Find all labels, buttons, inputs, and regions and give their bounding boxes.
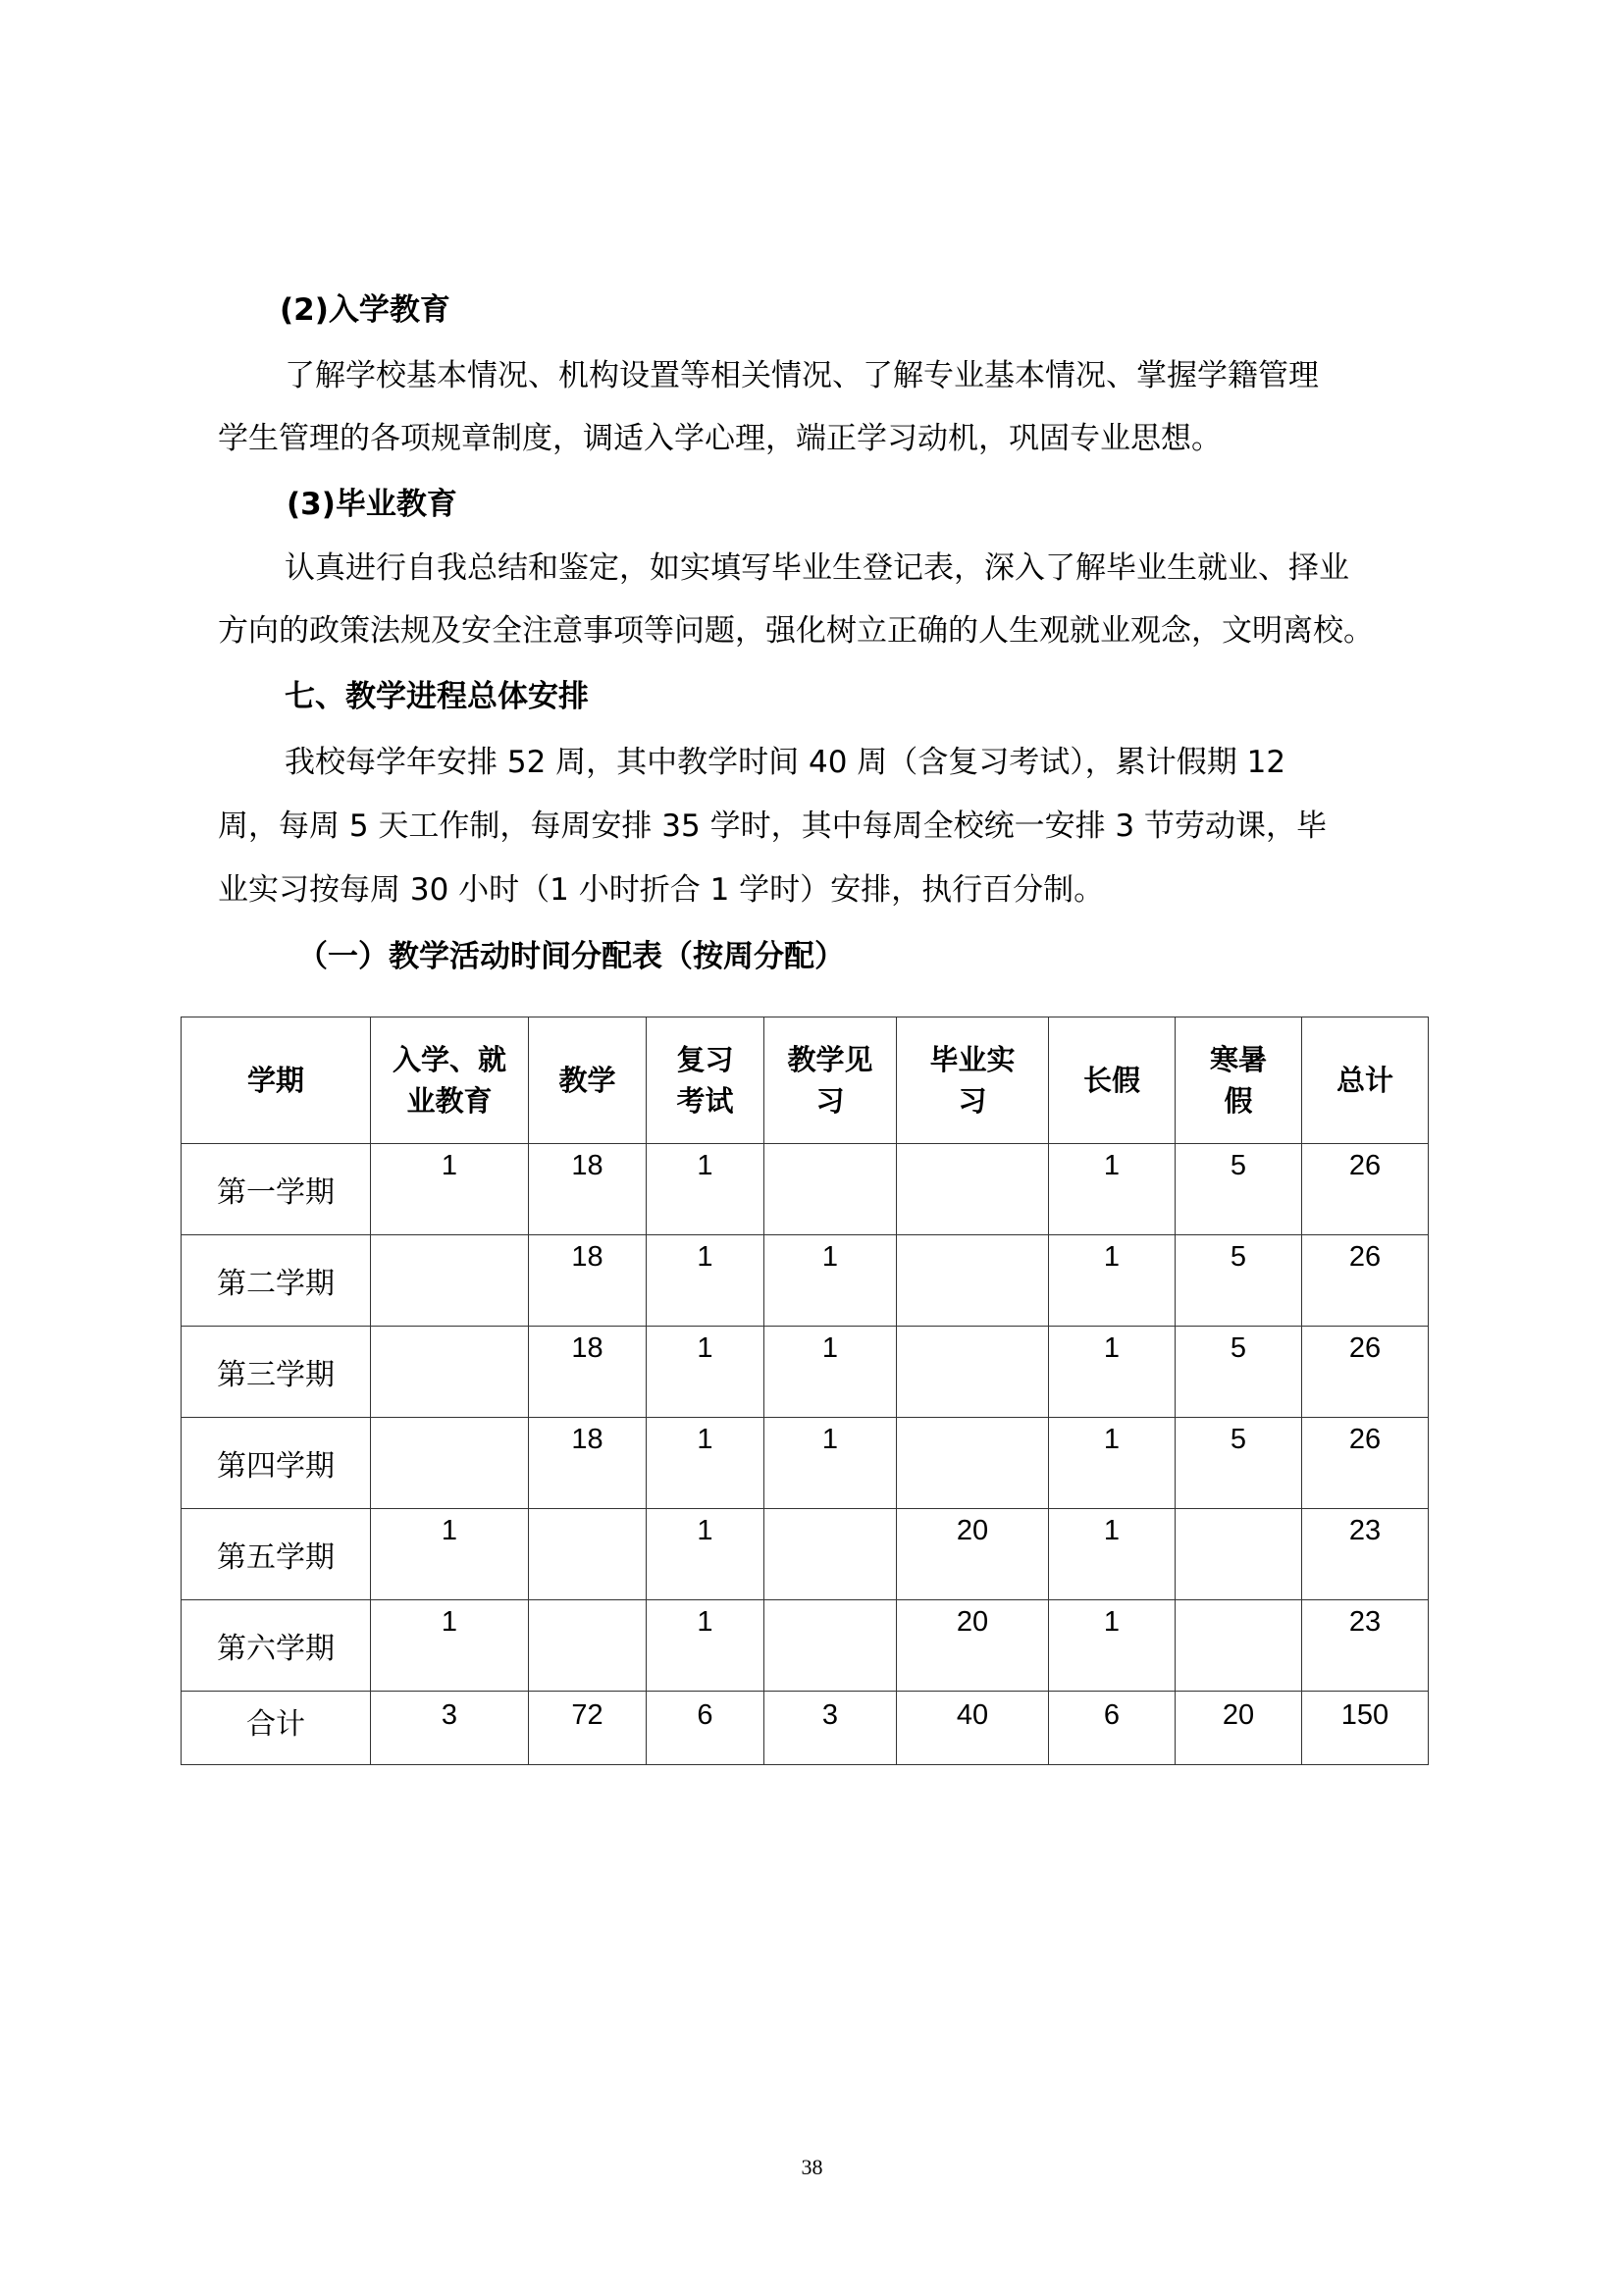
- table-cell: 1: [1049, 1418, 1176, 1509]
- table-cell: 18: [529, 1327, 647, 1418]
- table-cell: 20: [897, 1600, 1049, 1692]
- table-cell: 18: [529, 1418, 647, 1509]
- header-total: 总计: [1302, 1017, 1429, 1144]
- total-cell: 150: [1302, 1692, 1429, 1765]
- header-teaching: 教学: [529, 1017, 647, 1144]
- table-cell: 18: [529, 1235, 647, 1327]
- table-cell: 26: [1302, 1144, 1429, 1235]
- table-cell: 1: [647, 1509, 764, 1600]
- table-cell: [371, 1235, 529, 1327]
- table-cell: 1: [371, 1600, 529, 1692]
- time-allocation-table: [181, 1017, 1429, 1765]
- table-cell: [371, 1418, 529, 1509]
- table-row: [182, 1144, 1429, 1235]
- table-cell: 1: [647, 1327, 764, 1418]
- table-cell: [897, 1327, 1049, 1418]
- table-cell: 1: [764, 1418, 897, 1509]
- header-winter-summer-vacation: 寒暑 假: [1176, 1017, 1302, 1144]
- table-cell: 5: [1176, 1418, 1302, 1509]
- header-review-exam: 复习 考试: [647, 1017, 764, 1144]
- table-cell: [1176, 1509, 1302, 1600]
- schedule-paragraph-line: 业实习按每周 30 小时（1 小时折合 1 学时）安排，执行百分制。: [218, 872, 1105, 908]
- table-cell: 26: [1302, 1418, 1429, 1509]
- table-cell: [897, 1418, 1049, 1509]
- table-cell: 1: [764, 1235, 897, 1327]
- table-cell: 5: [1176, 1327, 1302, 1418]
- table-caption: （一）教学活动时间分配表（按周分配）: [297, 939, 845, 974]
- table-total-row: [182, 1692, 1429, 1765]
- table-cell: [897, 1144, 1049, 1235]
- table-row: [182, 1509, 1429, 1600]
- table-cell: 1: [647, 1600, 764, 1692]
- semester-label-cell: 第一学期: [182, 1144, 371, 1235]
- table-cell: [764, 1600, 897, 1692]
- table-cell: 1: [1049, 1509, 1176, 1600]
- table-cell: 1: [1049, 1144, 1176, 1235]
- table-cell: 1: [1049, 1327, 1176, 1418]
- table-cell: [897, 1235, 1049, 1327]
- total-cell: 20: [1176, 1692, 1302, 1765]
- table-cell: 5: [1176, 1235, 1302, 1327]
- semester-label-cell: 第六学期: [182, 1600, 371, 1692]
- table-cell: 23: [1302, 1509, 1429, 1600]
- total-cell: 3: [764, 1692, 897, 1765]
- table-cell: [764, 1144, 897, 1235]
- table-cell: 1: [764, 1327, 897, 1418]
- table-cell: 1: [647, 1235, 764, 1327]
- table-cell: 1: [1049, 1600, 1176, 1692]
- table-cell: 20: [897, 1509, 1049, 1600]
- semester-label-cell: 第三学期: [182, 1327, 371, 1418]
- table-cell: 1: [1049, 1235, 1176, 1327]
- teaching-schedule-heading: 七、教学进程总体安排: [285, 679, 589, 714]
- header-enrollment-employment-education: 入学、就 业教育: [371, 1017, 529, 1144]
- table-cell: 26: [1302, 1235, 1429, 1327]
- total-label-cell: 合计: [182, 1692, 371, 1765]
- header-long-holiday: 长假: [1049, 1017, 1176, 1144]
- table-cell: [371, 1327, 529, 1418]
- header-semester: 学期: [182, 1017, 371, 1144]
- table-row: [182, 1235, 1429, 1327]
- semester-label-cell: 第五学期: [182, 1509, 371, 1600]
- schedule-paragraph-line: 周，每周 5 天工作制，每周安排 35 学时，其中每周全校统一安排 3 节劳动课，毕: [218, 808, 1328, 844]
- total-cell: 72: [529, 1692, 647, 1765]
- table-cell: [764, 1509, 897, 1600]
- semester-label-cell: 第二学期: [182, 1235, 371, 1327]
- total-cell: 40: [897, 1692, 1049, 1765]
- table-cell: 5: [1176, 1144, 1302, 1235]
- graduation-education-heading: (3)毕业教育: [287, 487, 457, 522]
- table-cell: 18: [529, 1144, 647, 1235]
- graduation-paragraph-line: 认真进行自我总结和鉴定，如实填写毕业生登记表，深入了解毕业生就业、择业: [285, 550, 1349, 586]
- table-cell: [529, 1509, 647, 1600]
- table-header-row: [182, 1017, 1429, 1144]
- graduation-paragraph-line: 方向的政策法规及安全注意事项等问题，强化树立正确的人生观就业观念，文明离校。: [218, 613, 1374, 649]
- table-cell: 1: [371, 1509, 529, 1600]
- semester-label-cell: 第四学期: [182, 1418, 371, 1509]
- enrollment-paragraph-line: 了解学校基本情况、机构设置等相关情况、了解专业基本情况、掌握学籍管理: [285, 358, 1319, 393]
- table-row: [182, 1418, 1429, 1509]
- table-cell: 1: [647, 1144, 764, 1235]
- table-cell: [1176, 1600, 1302, 1692]
- table-cell: 1: [371, 1144, 529, 1235]
- header-graduation-internship: 毕业实 习: [897, 1017, 1049, 1144]
- header-teaching-observation: 教学见 习: [764, 1017, 897, 1144]
- table-row: [182, 1600, 1429, 1692]
- table-row: [182, 1327, 1429, 1418]
- total-cell: 6: [1049, 1692, 1176, 1765]
- enrollment-education-heading: (2)入学教育: [280, 292, 450, 328]
- table-cell: 1: [647, 1418, 764, 1509]
- total-cell: 6: [647, 1692, 764, 1765]
- schedule-paragraph-line: 我校每学年安排 52 周，其中教学时间 40 周（含复习考试），累计假期 12: [285, 745, 1286, 780]
- page-number: 38: [801, 2155, 823, 2179]
- table-cell: [529, 1600, 647, 1692]
- table-cell: 23: [1302, 1600, 1429, 1692]
- total-cell: 3: [371, 1692, 529, 1765]
- enrollment-paragraph-line: 学生管理的各项规章制度，调适入学心理，端正学习动机，巩固专业思想。: [218, 421, 1222, 456]
- table-cell: 26: [1302, 1327, 1429, 1418]
